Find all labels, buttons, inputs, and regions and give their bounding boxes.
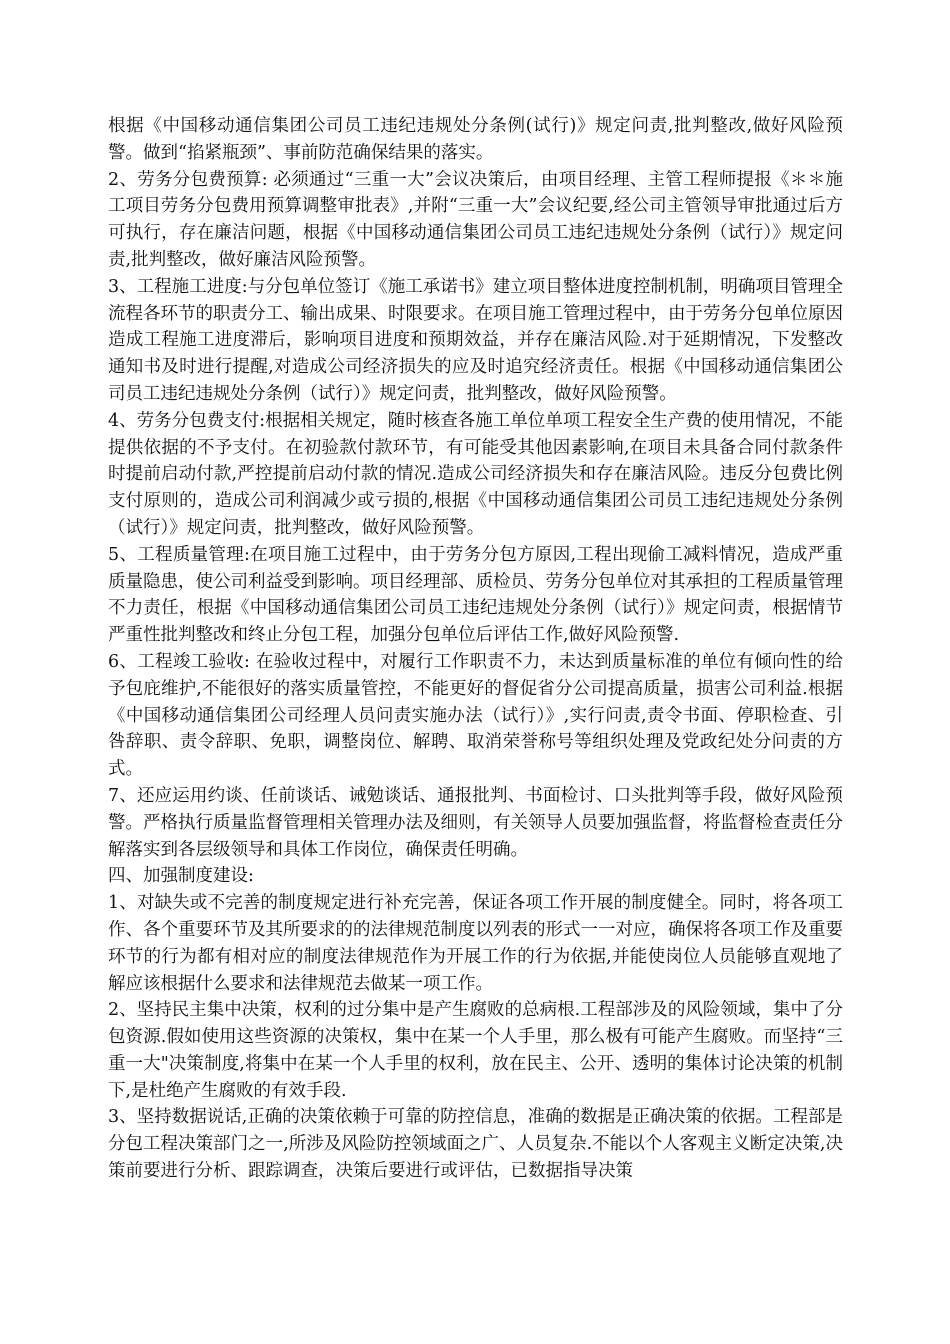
paragraph-item-2-labor-budget: 2、劳务分包费预算: 必须通过“三重一大”会议决策后，由项目经理、主管工程师提报《＊＊施工项目劳务分包费用预算调整审批表》,并附“三重一大”会议纪要,经公司主管领导审批通过后方可执行，存在廉洁问题，根据《中国移动通信集团公司员工违纪违规处分条例（试行）》规定问责,批判整改，做好廉洁风险预警。 <box>108 169 843 270</box>
paragraph-system-3-data-driven: 3、坚持数据说话,正确的决策依赖于可靠的防控信息，准确的数据是正确决策的依据。工程部是分包工程决策部门之一,所涉及风险防控领域面之广、人员复杂.不能以个人客观主义断定决策,决策前要进行分析、跟踪调查，决策后要进行或评估，已数据指导决策 <box>108 1107 843 1182</box>
document-page <box>108 113 843 1185</box>
paragraph-intro: 根据《中国移动通信集团公司员工违纪违规处分条例(试行)》规定问责,批判整改,做好风险预警。做到“掐紧瓶颈”、事前防范确保结果的落实。 <box>108 116 843 163</box>
paragraph-system-2-democratic-decision: 2、坚持民主集中决策，权利的过分集中是产生腐败的总病根.工程部涉及的风险领域，集中了分包资源.假如使用这些资源的决策权，集中在某一个人手里，那么极有可能产生腐败。而坚持“三重一大"决策制度,将集中在某一个人手里的权利，放在民主、公开、透明的集体讨论决策的机制下,是杜绝产生腐败的有效手段. <box>108 1000 843 1101</box>
paragraph-item-7-warning-measures: 7、还应运用约谈、任前谈话、诫勉谈话、通报批判、书面检讨、口头批判等手段，做好风险预警。严格执行质量监督管理相关管理办法及细则，有关领导人员要加强监督，将监督检查责任分解落实到各层级领导和具体工作岗位，确保责任明确。 <box>108 785 843 860</box>
paragraph-item-3-construction-progress: 3、工程施工进度:与分包单位签订《施工承诺书》建立项目整体进度控制机制，明确项目管理全流程各环节的职责分工、输出成果、时限要求。在项目施工管理过程中，由于劳务分包单位原因造成工程施工进度滞后，影响项目进度和预期效益，并存在廉洁风险.对于延期情况，下发整改通知书及时进行提醒,对造成公司经济损失的应及时追究经济责任。根据《中国移动通信集团公司员工违纪违规处分条例（试行）》规定问责，批判整改，做好风险预警。 <box>108 276 843 404</box>
paragraph-item-4-labor-payment: 4、劳务分包费支付:根据相关规定，随时核查各施工单位单项工程安全生产费的使用情况，不能提供依据的不予支付。在初验款付款环节，有可能受其他因素影响,在项目未具备合同付款条件时提前启动付款,严控提前启动付款的情况.造成公司经济损失和存在廉洁风险。违反分包费比例支付原则的，造成公司利润减少或亏损的,根据《中国移动通信集团公司员工违纪违规处分条例（试行）》规定问责，批判整改，做好风险预警。 <box>108 410 843 538</box>
paragraph-system-1-improve-rules: 1、对缺失或不完善的制度规定进行补充完善，保证各项工作开展的制度健全。同时，将各项工作、各个重要环节及其所要求的的法律规范制度以列表的形式一一对应，确保将各项工作及重要环节的行为都有相对应的制度法律规范作为开展工作的行为依据,并能使岗位人员能够直观地了解应该根据什么要求和法律规范去做某一项工作。 <box>108 893 843 994</box>
paragraph-item-5-quality-management: 5、工程质量管理:在项目施工过程中，由于劳务分包方原因,工程出现偷工减料情况，造成严重质量隐患，使公司利益受到影响。项目经理部、质检员、劳务分包单位对其承担的工程质量管理不力责任，根据《中国移动通信集团公司员工违纪违规处分条例（试行）》规定问责，根据情节严重性批判整改和终止分包工程，加强分包单位后评估工作,做好风险预警. <box>108 544 843 646</box>
paragraph-item-6-completion-acceptance: 6、工程竣工验收: 在验收过程中，对履行工作职责不力，未达到质量标准的单位有倾向性的给予包庇维护,不能很好的落实质量管控，不能更好的督促省分公司提高质量，损害公司利益.根据《中国移动通信集团公司经理人员问责实施办法（试行）》,实行问责,责令书面、停职检查、引咎辞职、责令辞职、免职，调整岗位、解聘、取消荣誉称号等组织处理及党政纪处分问责的方式。 <box>108 651 843 780</box>
section-heading-system-building: 四、加强制度建设: <box>108 866 254 887</box>
